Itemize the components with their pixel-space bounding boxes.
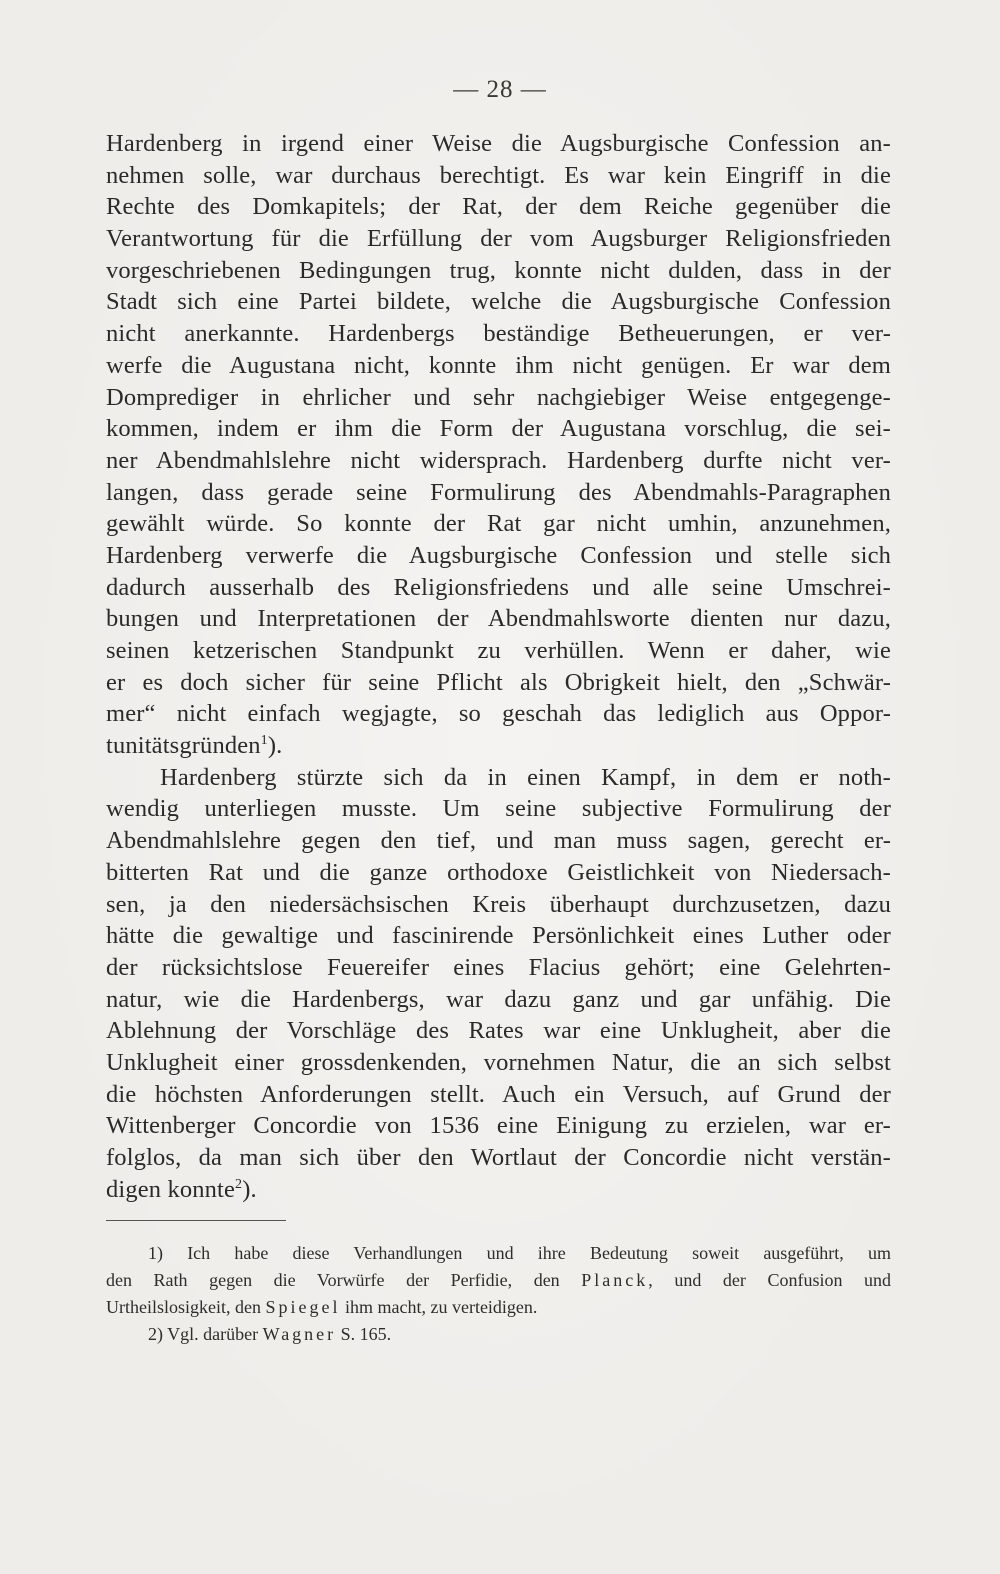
text-line: bungen und Interpretationen der Abendmahlsworte dienten nur dazu,: [106, 605, 891, 633]
text-line: dadurch ausserhalb des Religionsfriedens und alle seine Umschrei-: [106, 573, 891, 601]
text-fragment: tunitätsgründen: [106, 732, 261, 760]
text-line: nicht anerkannte. Hardenbergs beständige Betheuerungen, er ver-: [106, 320, 891, 348]
text-line: Stadt sich eine Partei bildete, welche die Augsburgische Confession: [106, 288, 891, 316]
text-line: Rechte des Domkapitels; der Rat, der dem Reiche gegenüber die: [106, 193, 891, 221]
text-line: er es doch sicher für seine Pflicht als Obrigkeit hielt, den „Schwär-: [106, 668, 891, 696]
text-line: werfe die Augustana nicht, konnte ihm nicht genügen. Er war dem: [106, 351, 891, 379]
footnote-mark: 1: [260, 732, 268, 748]
footnote-1-line: [106, 1294, 891, 1321]
footnote-mark: 2: [235, 1176, 243, 1192]
text-line: Abendmahlslehre gegen den tief, und man muss sagen, gerecht er-: [106, 827, 891, 855]
text-fragment: den Rath gegen die Vorwürfe der Perfidie, den: [106, 1270, 560, 1290]
text-line: folglos, da man sich über den Wortlaut der Concordie nicht verstän-: [106, 1144, 891, 1171]
text-fragment: S. 165.: [340, 1324, 392, 1344]
text-fragment: Urtheilslosigkeit, den: [106, 1297, 261, 1317]
footnote-1-line: [106, 1267, 891, 1294]
footnote-1-line: 1) Ich habe diese Verhandlungen und ihre Bedeutung soweit ausgeführt, um: [148, 1243, 891, 1263]
text-line: mer“ nicht einfach wegjagte, so geschah das lediglich aus Oppor-: [106, 700, 891, 728]
text-line: sen, ja den niedersächsischen Kreis überhaupt durchzusetzen, dazu: [106, 890, 891, 918]
footnote-2-line: [106, 1321, 891, 1348]
text-line: Hardenberg in irgend einer Weise die Augsburgische Confession an-: [106, 130, 891, 157]
author-name: Spiegel: [265, 1297, 341, 1317]
body-text: [106, 128, 891, 1205]
text-line: natur, wie die Hardenbergs, war dazu ganz und gar unfähig. Die: [106, 985, 891, 1013]
text-line: Verantwortung für die Erfüllung der vom Augsburger Religionsfrieden: [106, 225, 891, 253]
text-line: bitterten Rat und die ganze orthodoxe Geistlichkeit von Niedersach-: [106, 858, 891, 886]
text-line: kommen, indem er ihm die Form der Augustana vorschlug, die sei-: [106, 415, 891, 443]
text-line: der rücksichtslose Feuereifer eines Flacius gehört; eine Gelehrten-: [106, 953, 891, 981]
text-line: vorgeschriebenen Bedingungen trug, konnte nicht dulden, dass in der: [106, 256, 891, 284]
text-line: gewählt würde. So konnte der Rat gar nicht umhin, anzunehmen,: [106, 510, 891, 538]
text-line: die höchsten Anforderungen stellt. Auch ein Versuch, auf Grund der: [106, 1080, 891, 1108]
page-number: — 28 —: [453, 76, 547, 103]
author-name: Planck: [581, 1270, 649, 1290]
text-line: seinen ketzerischen Standpunkt zu verhüllen. Wenn er daher, wie: [106, 637, 891, 664]
text-line: wendig unterliegen musste. Um seine subjective Formulirung der: [106, 795, 891, 823]
author-name: Wagner: [262, 1324, 337, 1344]
footnotes: [106, 1240, 891, 1348]
paragraph-end-line: [106, 1174, 891, 1206]
text-line: nehmen solle, war durchaus berechtigt. Es war kein Eingriff in die: [106, 161, 891, 189]
text-line: Unklugheit einer grossdenkenden, vornehmen Natur, die an sich selbst: [106, 1048, 891, 1076]
text-line: langen, dass gerade seine Formulirung des Abendmahls-Paragraphen: [106, 478, 891, 506]
text-line: Ablehnung der Vorschläge des Rates war eine Unklugheit, aber die: [106, 1017, 891, 1045]
text-line: Hardenberg verwerfe die Augsburgische Confession und stelle sich: [106, 541, 891, 569]
text-fragment: , und der Confusion und: [648, 1270, 892, 1290]
text-line: ner Abendmahlslehre nicht widersprach. Hardenberg durfte nicht ver-: [106, 446, 891, 474]
text-fragment: digen konnte: [106, 1175, 236, 1203]
footnote-mark-close: ).: [267, 732, 283, 760]
footnote-mark-close: ).: [242, 1175, 257, 1203]
text-fragment: ihm macht, zu verteidigen.: [344, 1297, 538, 1317]
text-line: Wittenberger Concordie von 1536 eine Einigung zu erzielen, war er-: [106, 1112, 891, 1140]
paragraph-start-line: Hardenberg stürzte sich da in einen Kampf, in dem er noth-: [160, 763, 891, 791]
text-line: hätte die gewaltige und fascinirende Persönlichkeit eines Luther oder: [106, 922, 891, 950]
footnote-divider: [106, 1220, 286, 1221]
text-fragment: 2) Vgl. darüber: [148, 1324, 259, 1344]
paragraph-end-line: [106, 730, 891, 762]
text-line: Domprediger in ehrlicher und sehr nachgiebiger Weise entgegenge-: [106, 383, 891, 411]
